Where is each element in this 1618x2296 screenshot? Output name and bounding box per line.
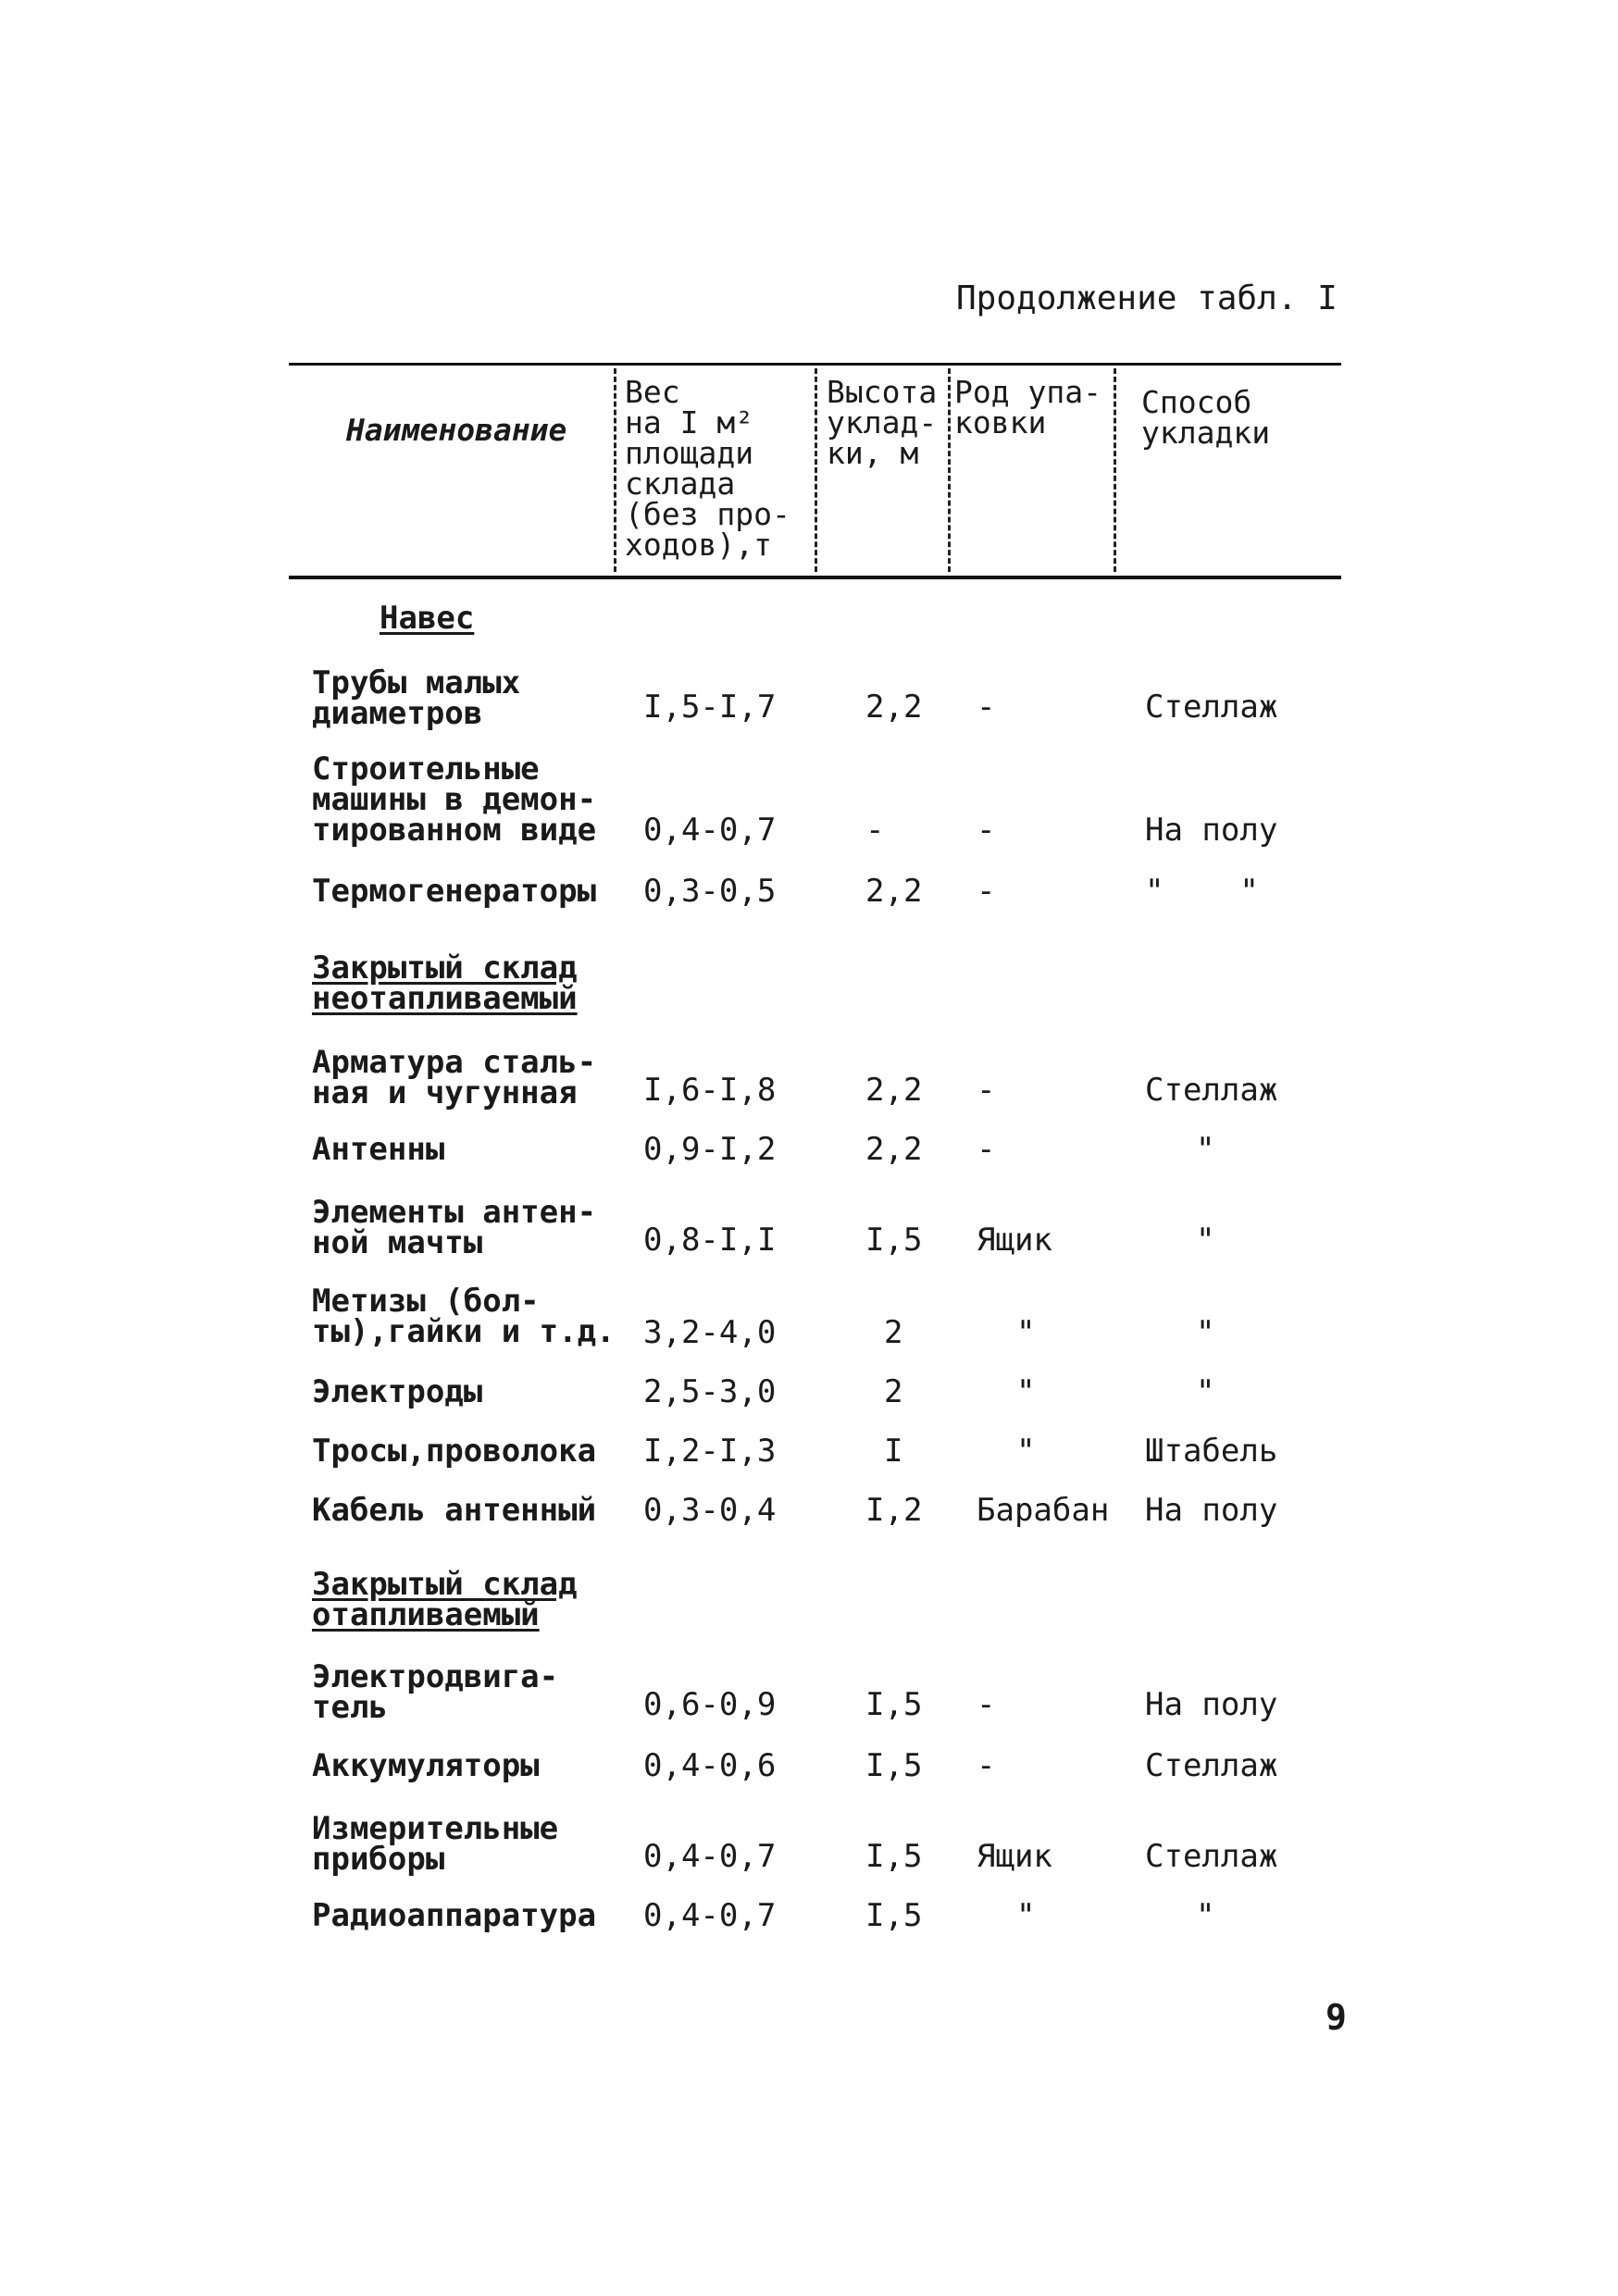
- row-name: Термогенераторы: [312, 873, 597, 910]
- row-packing: ": [1016, 1373, 1036, 1410]
- row-packing: -: [977, 1747, 996, 1784]
- row-weight: I,6-I,8: [643, 1072, 777, 1109]
- row-packing: Барабан: [977, 1492, 1110, 1529]
- row-packing: Ящик: [977, 1222, 1052, 1259]
- row-weight: 0,4-0,7: [643, 1897, 777, 1934]
- row-name: Элементы антен- ной мачты: [312, 1194, 597, 1261]
- row-height: I,5: [865, 1686, 923, 1723]
- row-method: Стеллаж: [1145, 1072, 1278, 1109]
- row-method: ": [1196, 1314, 1215, 1351]
- row-name: Кабель антенный: [312, 1492, 597, 1529]
- row-name: Антенны: [312, 1131, 445, 1168]
- row-method: Штабель: [1145, 1433, 1278, 1470]
- row-name: Электроды: [312, 1373, 483, 1410]
- row-height: 2: [884, 1314, 903, 1351]
- row-packing: -: [977, 873, 996, 910]
- row-packing: ": [1016, 1314, 1036, 1351]
- column-divider: [614, 368, 616, 572]
- row-weight: 0,3-0,5: [643, 873, 777, 910]
- row-height: 2,2: [865, 689, 923, 726]
- table-top-rule: [289, 363, 1341, 366]
- header-weight: Вес на I м² площади склада (без про- ходов),т: [625, 374, 790, 563]
- row-packing: -: [977, 1686, 996, 1723]
- row-packing: Ящик: [977, 1838, 1052, 1875]
- row-method: На полу: [1145, 1686, 1278, 1723]
- section-title: Закрытый склад неотапливаемый: [312, 949, 578, 1017]
- row-method: На полу: [1145, 1492, 1278, 1529]
- row-method: Стеллаж: [1145, 1838, 1278, 1875]
- row-height: I,5: [865, 1838, 923, 1875]
- row-weight: I,5-I,7: [643, 689, 777, 726]
- header-name: Наименование: [346, 412, 567, 448]
- row-weight: 0,4-0,7: [643, 812, 777, 849]
- row-weight: 2,5-3,0: [643, 1373, 777, 1410]
- row-method: На полу: [1145, 812, 1278, 849]
- row-weight: 0,4-0,6: [643, 1747, 777, 1784]
- table-caption: Продолжение табл. I: [956, 279, 1338, 317]
- row-weight: 3,2-4,0: [643, 1314, 777, 1351]
- row-packing: -: [977, 812, 996, 849]
- row-name: Тросы,проволока: [312, 1433, 597, 1470]
- row-method: ": [1196, 1131, 1215, 1168]
- page-number: 9: [1326, 1997, 1347, 2038]
- row-name: Трубы малых диаметров: [312, 664, 521, 732]
- row-packing: -: [977, 689, 996, 726]
- row-height: 2,2: [865, 873, 923, 910]
- row-height: I,5: [865, 1222, 923, 1259]
- row-weight: 0,4-0,7: [643, 1838, 777, 1875]
- row-packing: -: [977, 1072, 996, 1109]
- row-method: Стеллаж: [1145, 689, 1278, 726]
- row-method: Стеллаж: [1145, 1747, 1278, 1784]
- row-name: Арматура сталь- ная и чугунная: [312, 1044, 597, 1111]
- row-weight: I,2-I,3: [643, 1433, 777, 1470]
- header-height: Высота уклад- ки, м: [827, 374, 938, 471]
- section-title: Навес: [380, 600, 475, 637]
- row-weight: 0,8-I,I: [643, 1222, 777, 1259]
- column-divider: [815, 368, 817, 572]
- row-name: Строительные машины в демон- тированном виде: [312, 751, 597, 849]
- row-height: I: [884, 1433, 903, 1470]
- row-name: Электродвига- тель: [312, 1658, 559, 1726]
- row-height: 2,2: [865, 1072, 923, 1109]
- row-name: Аккумуляторы: [312, 1747, 540, 1784]
- row-packing: ": [1016, 1897, 1036, 1934]
- row-name: Метизы (бол- ты),гайки и т.д.: [312, 1283, 616, 1350]
- row-name: Радиоаппаратура: [312, 1897, 597, 1934]
- row-name: Измерительные приборы: [312, 1810, 559, 1878]
- row-packing: -: [977, 1131, 996, 1168]
- column-divider: [1114, 368, 1116, 572]
- row-height: 2: [884, 1373, 903, 1410]
- table-header-rule: [289, 576, 1341, 579]
- row-height: I,5: [865, 1897, 923, 1934]
- row-method: ": [1196, 1897, 1215, 1934]
- header-method: Способ укладки: [1141, 384, 1271, 451]
- row-method: ": [1196, 1222, 1215, 1259]
- section-title: Закрытый склад отапливаемый: [312, 1566, 578, 1633]
- row-height: I,5: [865, 1747, 923, 1784]
- header-packing: Род упа- ковки: [954, 374, 1101, 441]
- row-height: -: [865, 812, 885, 849]
- row-weight: 0,6-0,9: [643, 1686, 777, 1723]
- row-packing: ": [1016, 1433, 1036, 1470]
- row-height: 2,2: [865, 1131, 923, 1168]
- column-divider: [948, 368, 951, 572]
- row-method: ": [1196, 1373, 1215, 1410]
- row-height: I,2: [865, 1492, 923, 1529]
- row-weight: 0,9-I,2: [643, 1131, 777, 1168]
- row-weight: 0,3-0,4: [643, 1492, 777, 1529]
- row-method: " ": [1145, 873, 1259, 910]
